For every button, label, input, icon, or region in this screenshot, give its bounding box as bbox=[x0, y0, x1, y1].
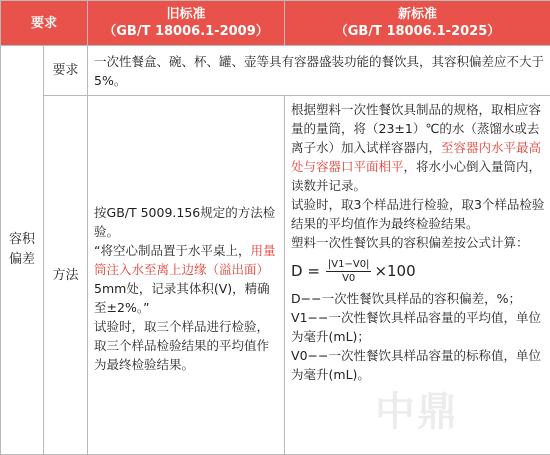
definition-d: D−−一次性餐饮具样品的容积偏差，%； bbox=[291, 291, 521, 306]
formula-rhs: ×100 bbox=[374, 262, 416, 280]
volume-deviation-label bbox=[1, 46, 44, 455]
formula-lhs: D = bbox=[291, 262, 320, 280]
requirement-label: 要求 bbox=[44, 46, 88, 96]
old-method-p3: 试验时，取三个样品进行检验，取三个样品检验结果的平均值作为最终检验结果。 bbox=[94, 318, 270, 372]
old-standard-code: （GB/T 18006.1-2009） bbox=[103, 24, 269, 39]
requirement-text: 一次性餐盒、碗、杯、罐、壶等具有容器盛装功能的餐饮具，其容积偏差应不大于5%。 bbox=[88, 46, 550, 96]
deviation-formula bbox=[291, 258, 545, 285]
header-requirement: 要求 bbox=[1, 1, 88, 46]
method-label: 方法 bbox=[44, 96, 88, 455]
definition-v0: V0−−一次性餐饮具样品容量的标称值，单位为毫升(mL)。 bbox=[291, 348, 541, 382]
formula-denominator: V0 bbox=[342, 273, 356, 284]
new-method-p1-a: 根据塑料一次性餐饮具制品的规格，取相应容量的量筒，将（23±1）℃的水（蒸馏水或去离子水）加入试样容器内， bbox=[291, 102, 542, 155]
requirement-row bbox=[1, 46, 550, 96]
method-row bbox=[1, 96, 550, 455]
new-method-p2: 试验时，取3个样品进行检验，取3个样品检验结果的平均值作为最终检验结果。 bbox=[291, 197, 545, 231]
new-method-p1-b: ，将水小心倒入量筒内，读数并记录。 bbox=[291, 159, 542, 193]
old-method-p1: 按GB/T 5009.156规定的方法检验。 bbox=[94, 204, 276, 239]
new-method-p3: 塑料一次性餐饮具的容积偏差按公式计算： bbox=[291, 235, 529, 250]
formula-numerator: |V1−V0| bbox=[327, 259, 370, 270]
header-row bbox=[1, 1, 550, 46]
new-standard-code: （GB/T 18006.1-2025） bbox=[334, 24, 501, 39]
formula-fraction bbox=[326, 258, 372, 285]
watermark-logo: 中鼎 bbox=[375, 389, 459, 435]
old-method-highlight: 用量筒注入水至离上边缘（溢出面） bbox=[94, 242, 276, 277]
group-label-line2: 偏差 bbox=[8, 252, 35, 267]
header-new-standard bbox=[285, 1, 550, 46]
header-old-standard bbox=[88, 1, 285, 46]
old-method-p2-a: “将空心制品置于水平桌上， bbox=[94, 242, 251, 258]
new-method-highlight: 至容器内水平最高处与容器口平面相平 bbox=[291, 140, 542, 174]
new-standard-title: 新标准 bbox=[398, 7, 438, 22]
old-method-cell bbox=[88, 96, 285, 455]
new-method-cell bbox=[285, 96, 550, 455]
old-method-p2 bbox=[94, 241, 279, 317]
definition-v1: V1−−一次性餐饮具样品容量的平均值，单位为毫升(mL)； bbox=[291, 310, 541, 344]
old-method-p2-b: 5mm处，记录其体积(V)，精确至±2%。” bbox=[94, 280, 270, 315]
new-method-p1 bbox=[291, 100, 545, 195]
group-label-line1: 容积 bbox=[8, 232, 35, 247]
old-standard-title: 旧标准 bbox=[166, 7, 206, 22]
